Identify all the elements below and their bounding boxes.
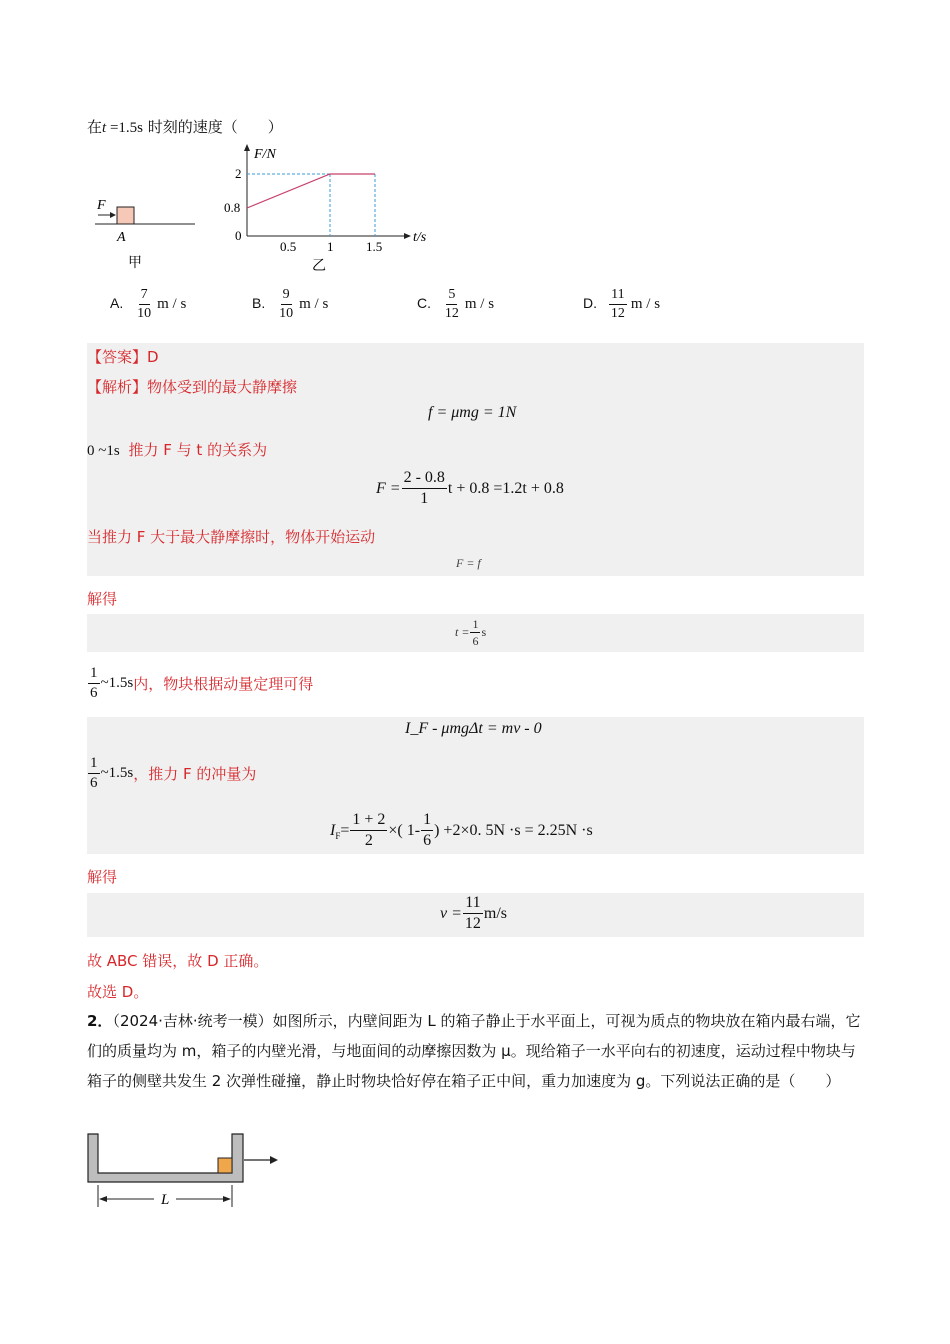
solve-label-1: 解得 [87, 590, 118, 608]
force-label: F [97, 198, 106, 213]
y-tick-2: 2 [235, 166, 242, 181]
caption-jia: 甲 [128, 255, 142, 271]
y-axis-label: F/N [254, 147, 276, 162]
conclusion-2: 故选 D。 [87, 983, 149, 1001]
option-d[interactable]: D. $\frac{11}{12}$ m / s [583, 287, 661, 321]
x-axis-label: t/s [413, 230, 427, 245]
caption-yi: 乙 [312, 258, 326, 274]
line-momentum-intro: $\frac{1}{6}$ ~1.5s 内，物块根据动量定理可得 [90, 665, 314, 701]
block-label: A [117, 230, 126, 245]
option-c[interactable]: C. $\frac{5}{12}$ m / s [417, 287, 495, 321]
eq-friction: f = μmg = 1N [428, 404, 517, 421]
analysis-line: 【解析】物体受到的最大静摩擦 [87, 378, 298, 396]
force-curve [247, 174, 375, 208]
option-a[interactable]: A. $\frac{7}{10}$ m / s [110, 287, 187, 321]
question2-figure [86, 1133, 286, 1213]
question2-text: 2．（2024·吉林·统考一模）如图所示，内壁间距为 L 的箱子静止于水平面上，可视为质点的物块放在箱内最右端，它们的质量均为 m，箱子的内壁光滑，与地面间的动摩擦因数为 μ。现给箱子一水平向右的初速度，运动过程中物块与箱子的侧壁共发生 2 次弹性碰撞，静止时物块恰好停在箱子正中间，重力加速度为 g。下列说法正确的是（ ） [87, 1012, 861, 1090]
line-start-motion: 当推力 F 大于最大静摩擦时，物体开始运动 [87, 528, 376, 546]
x-tick-1: 1 [327, 239, 334, 254]
eq-t-value: t = $\frac{1}{6}$ s [455, 617, 487, 648]
option-c-fraction: $\frac{5}{12}$ [444, 287, 459, 321]
option-b-fraction: $\frac{9}{10}$ [279, 287, 294, 321]
eq-momentum: I_F - μmgΔt = mv - 0 [405, 720, 542, 737]
answer-line: 【答案】D [87, 348, 159, 366]
x-tick-1.5: 1.5 [366, 239, 383, 254]
x-tick-0.5: 0.5 [280, 239, 297, 254]
y-tick-0: 0 [235, 228, 242, 243]
y-tick-0.8: 0.8 [224, 200, 241, 215]
question1-stem: 在t =1.5s 时刻的速度（ ） [87, 118, 283, 136]
option-d-fraction: $\frac{11}{12}$ [610, 287, 625, 321]
figure-yi-graph [220, 140, 440, 275]
solve-label-2: 解得 [87, 868, 118, 886]
conclusion-1: 故 ABC 错误，故 D 正确。 [87, 952, 269, 970]
eq-F-equals-f: F = f [456, 556, 481, 570]
eq-force-linear: F = $\frac{2 - 0.8}{1}$ t + 0.8 =1.2t + 0.8 [376, 469, 564, 507]
figure-jia [95, 195, 200, 275]
eq-velocity: v = $\frac{11}{12}$ m/s [440, 894, 508, 932]
eq-impulse: I $_F$ = $\frac{1 + 2}{2}$ ×( 1- $\frac{1}{6}$ ) +2×0. 5N ·s = 2.25N ·s [330, 811, 593, 849]
length-label: L [161, 1192, 170, 1208]
line-impulse-intro: $\frac{1}{6}$ ~1.5s ，推力 F 的冲量为 [90, 755, 257, 791]
option-a-fraction: $\frac{7}{10}$ [137, 287, 152, 321]
line-force-relation: 0 ~1s 推力 F 与 t 的关系为 [87, 441, 268, 459]
option-b[interactable]: B. $\frac{9}{10}$ m / s [252, 287, 329, 321]
